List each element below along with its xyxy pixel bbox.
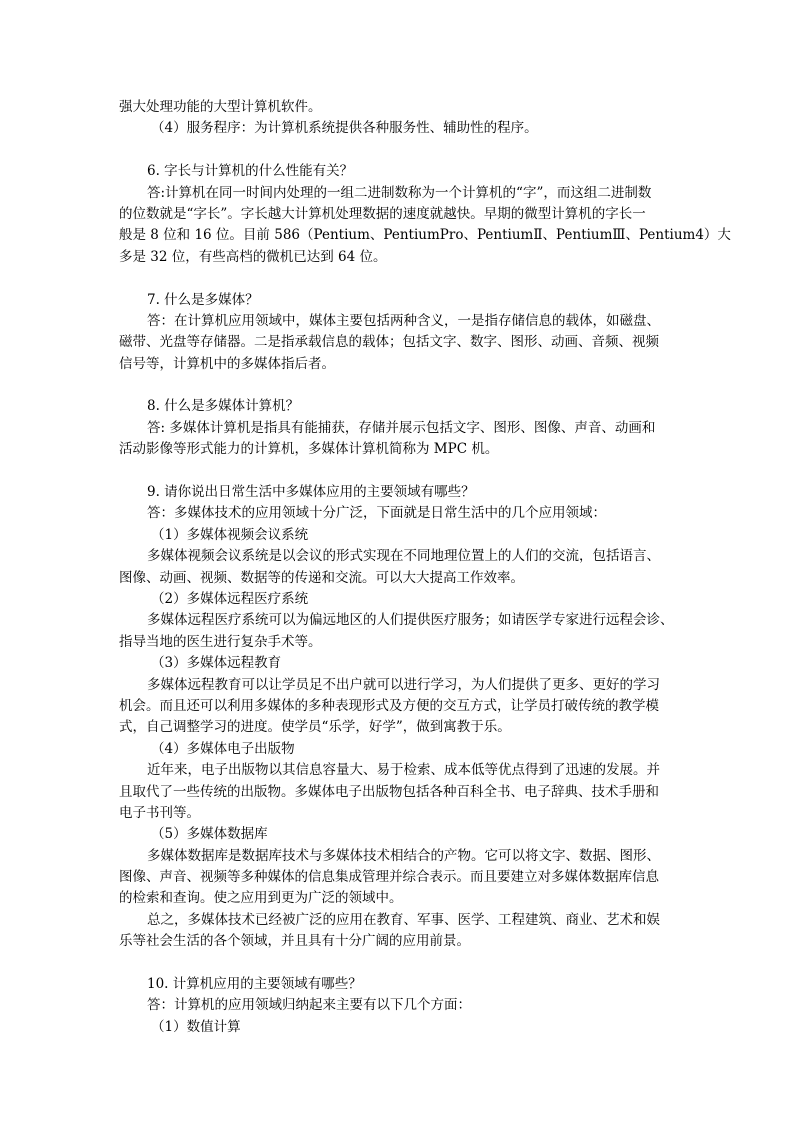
answer-line: 多是 32 位，有些高档的微机已达到 64 位。: [119, 248, 387, 265]
item-text-line: 多媒体视频会议系统是以会议的形式实现在不同地理位置上的人们的交流，包括语言、: [147, 548, 660, 565]
question-heading: 9. 请你说出日常生活中多媒体应用的主要领域有哪些？: [147, 484, 475, 501]
answer-line: 信号等，计算机中的多媒体指后者。: [119, 355, 335, 372]
item-text-line: 机会。而且还可以利用多媒体的多种表现形式及方便的交互方式，让学员打破传统的教学模: [119, 697, 659, 714]
item-text-line: 多媒体远程医疗系统可以为偏远地区的人们提供医疗服务；如请医学专家进行远程会诊、: [147, 612, 674, 629]
answer-line: 磁带、光盘等存储器。二是指承载信息的载体；包括文字、数字、图形、动画、音频、视频: [119, 334, 659, 351]
item-text-line: 式，自己调整学习的进度。使学员“乐学，好学”，做到寓教于乐。: [119, 719, 511, 736]
item-text-line: 多媒体数据库是数据库技术与多媒体技术相结合的产物。它可以将文字、数据、图形、: [147, 847, 660, 864]
paragraph-gap: [119, 268, 679, 289]
text-line: （4）服务程序：为计算机系统提供各种服务性、辅助性的程序。: [151, 120, 538, 137]
item-text-line: 电子书刊等。: [119, 804, 200, 821]
item-text-line: 图像、动画、视频、数据等的传递和交流。可以大大提高工作效率。: [119, 569, 524, 586]
question-heading: 8. 什么是多媒体计算机？: [147, 398, 300, 415]
answer-line: 活动影像等形式能力的计算机，多媒体计算机简称为 MPC 机。: [119, 441, 499, 458]
item-text-line: 近年来，电子出版物以其信息容量大、易于检索、成本低等优点得到了迅速的发展。并: [147, 762, 660, 779]
answer-line: 答：多媒体技术的应用领域十分广泛，下面就是日常生活中的几个应用领域：: [147, 505, 606, 522]
item-heading: （3）多媒体远程教育: [151, 655, 282, 672]
paragraph-gap: [119, 461, 679, 482]
question-heading: 7. 什么是多媒体？: [147, 291, 259, 308]
answer-line: 的位数就是“字长”。字长越大计算机处理数据的速度就越快。早期的微型计算机的字长一: [119, 205, 646, 222]
item-heading: （4）多媒体电子出版物: [151, 740, 295, 757]
paragraph-gap: [119, 140, 679, 161]
question-heading: 10. 计算机应用的主要领域有哪些？: [147, 976, 362, 993]
item-text-line: 图像、声音、视频等多种媒体的信息集成管理并综合表示。而且要建立对多媒体数据库信息: [119, 869, 659, 886]
paragraph-gap: [119, 375, 679, 396]
answer-line: 答：计算机的应用领域归纳起来主要有以下几个方面：: [147, 997, 471, 1014]
item-heading: （1）多媒体视频会议系统: [151, 526, 309, 543]
answer-line: 答:计算机在同一时间内处理的一组二进制数称为一个计算机的“字”，而这组二进制数: [147, 184, 652, 201]
item-heading: （2）多媒体远程医疗系统: [151, 590, 309, 607]
item-text-line: 指导当地的医生进行复杂手术等。: [119, 633, 322, 650]
summary-line: 总之，多媒体技术已经被广泛的应用在教育、军事、医学、工程建筑、商业、艺术和娱: [147, 911, 660, 928]
item-heading: （5）多媒体数据库: [151, 826, 268, 843]
document-body: [119, 97, 731, 1038]
item-text-line: 多媒体远程教育可以让学员足不出户就可以进行学习，为人们提供了更多、更好的学习: [147, 676, 660, 693]
answer-line: 答：在计算机应用领域中，媒体主要包括两种含义，一是指存储信息的载体，如磁盘、: [147, 312, 660, 329]
item-text-line: 的检索和查询。使之应用到更为广泛的领域中。: [119, 890, 403, 907]
item-text-line: 且取代了一些传统的出版物。多媒体电子出版物包括各种百科全书、电子辞典、技术手册和: [119, 783, 659, 800]
text-line: 强大处理功能的大型计算机软件。: [119, 99, 322, 115]
question-heading: 6. 字长与计算机的什么性能有关？: [147, 163, 354, 180]
summary-line: 乐等社会生活的各个领域，并且具有十分广阔的应用前景。: [119, 933, 470, 950]
answer-line: 答: 多媒体计算机是指具有能捕获，存储并展示包括文字、图形、图像、声音、动画和: [147, 419, 656, 436]
answer-line: 般是 8 位和 16 位。目前 586（Pentium、PentiumPro、PentiumⅡ、PentiumⅢ、Pentium4）大: [119, 227, 731, 244]
paragraph-gap: [119, 953, 679, 974]
item-heading: （1）数值计算: [151, 1018, 241, 1035]
